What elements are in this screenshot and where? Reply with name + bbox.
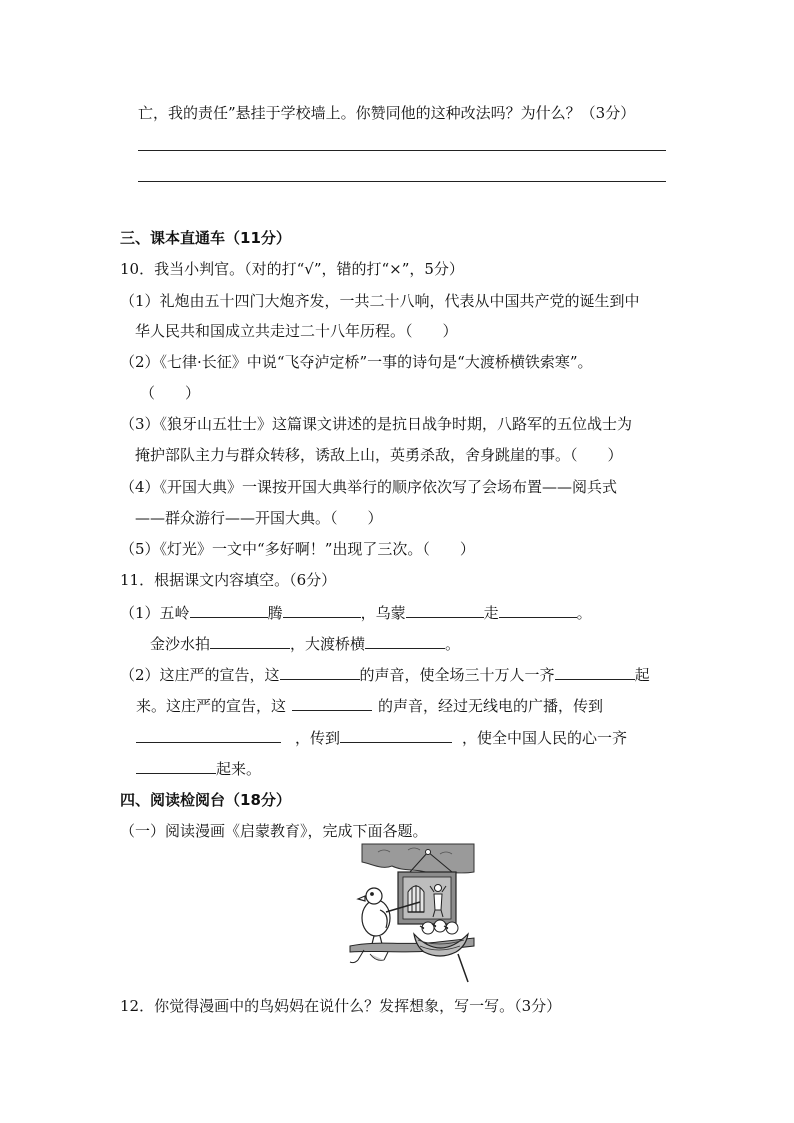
q11-p1-prefix: （1）五岭	[120, 604, 190, 622]
blank-8[interactable]	[555, 664, 635, 680]
q11-part1-line1	[120, 602, 592, 623]
blank-3[interactable]	[406, 602, 484, 618]
q10-stem: 10．我当小判官。（对的打“√”，错的打“×”，5分）	[120, 260, 464, 278]
blank-1[interactable]	[190, 602, 268, 618]
q9-tail-text: 亡，我的责任”悬挂于学校墙上。你赞同他的这种改法吗？为什么？（3分）	[138, 104, 636, 122]
blank-11[interactable]	[340, 727, 452, 743]
q10-item5: （5）《灯光》一文中“多好啊！”出现了三次。（ ）	[120, 540, 475, 558]
q11-stem: 11．根据课文内容填空。（6分）	[120, 571, 337, 589]
section3-title: 三、课本直通车（11分）	[120, 229, 291, 247]
q11-part2-line3	[136, 727, 627, 748]
cartoon-illustration	[348, 842, 476, 990]
mother-bird-icon	[358, 888, 390, 944]
q10-item4-line1: （4）《开国大典》一课按开国大典举行的顺序依次写了会场布置——阅兵式	[120, 478, 618, 496]
q11-p2-l4: 起来。	[216, 760, 262, 778]
q10-item3-line1: （3）《狼牙山五壮士》这篇课文讲述的是抗日战争时期，八路军的五位战士为	[120, 415, 633, 433]
blank-2[interactable]	[283, 602, 361, 618]
blank-7[interactable]	[280, 664, 360, 680]
q12-stem: 12．你觉得漫画中的鸟妈妈在说什么？发挥想象，写一写。（3分）	[120, 997, 562, 1015]
q11-p2-l3b: ，使全中国人民的心一齐	[462, 729, 628, 747]
blank-4[interactable]	[499, 602, 577, 618]
q11-part2-line2	[136, 695, 603, 716]
q11-p1-l2end: 。	[445, 635, 461, 653]
q11-part1-line2	[150, 633, 460, 654]
section4-title: 四、阅读检阅台（18分）	[120, 791, 291, 809]
q11-p1-l2b: ，大渡桥横	[290, 635, 366, 653]
answer-line-1[interactable]	[138, 150, 666, 151]
q10-item3-line2: 掩护部队主力与群众转移，诱敌上山，英勇杀敌，舍身跳崖的事。（ ）	[135, 446, 623, 464]
q11-p2-l2b: 的声音，经过无线电的广播，传到	[378, 697, 604, 715]
q10-item1-line2: 华人民共和国成立共走过二十八年历程。（ ）	[135, 322, 458, 340]
answer-line-2[interactable]	[138, 181, 666, 182]
q10-item1-line1: （1）礼炮由五十四门大炮齐发，一共二十八响，代表从中国共产党的诞生到中	[120, 292, 640, 310]
blank-5[interactable]	[210, 633, 290, 649]
q11-p1-b: ，乌蒙	[360, 604, 406, 622]
q11-p2-l1end: 起	[634, 666, 650, 684]
q11-p1-c: 走	[483, 604, 499, 622]
blank-9[interactable]	[292, 695, 372, 711]
q11-part2-line1	[120, 664, 650, 685]
q10-item2-line1: （2）《七律·长征》中说“飞夺泸定桥”一事的诗句是“大渡桥横铁索寒”。	[120, 353, 593, 371]
q11-part2-line4	[136, 758, 261, 779]
q11-p1-l2a: 金沙水拍	[150, 635, 211, 653]
q10-item2-line2: （ ）	[140, 384, 201, 402]
q11-p1-a: 腾	[267, 604, 283, 622]
blank-6[interactable]	[365, 633, 445, 649]
birdcage-icon	[408, 885, 424, 912]
blank-12[interactable]	[136, 758, 216, 774]
q11-p2-l1a: （2）这庄严的宣告，这	[120, 666, 280, 684]
q11-p1-end: 。	[576, 604, 592, 622]
q11-p2-l1b: 的声音，使全场三十万人一齐	[359, 666, 555, 684]
q11-p2-l2: 来。这庄严的宣告，这	[136, 697, 287, 715]
q10-item4-line2: ——群众游行——开国大典。（ ）	[135, 509, 383, 527]
nest-with-chicks-icon	[414, 920, 468, 956]
blank-10[interactable]	[136, 727, 281, 743]
section4-subtitle: （一）阅读漫画《启蒙教育》，完成下面各题。	[120, 822, 428, 840]
q11-p2-l3a: ，传到	[295, 729, 341, 747]
